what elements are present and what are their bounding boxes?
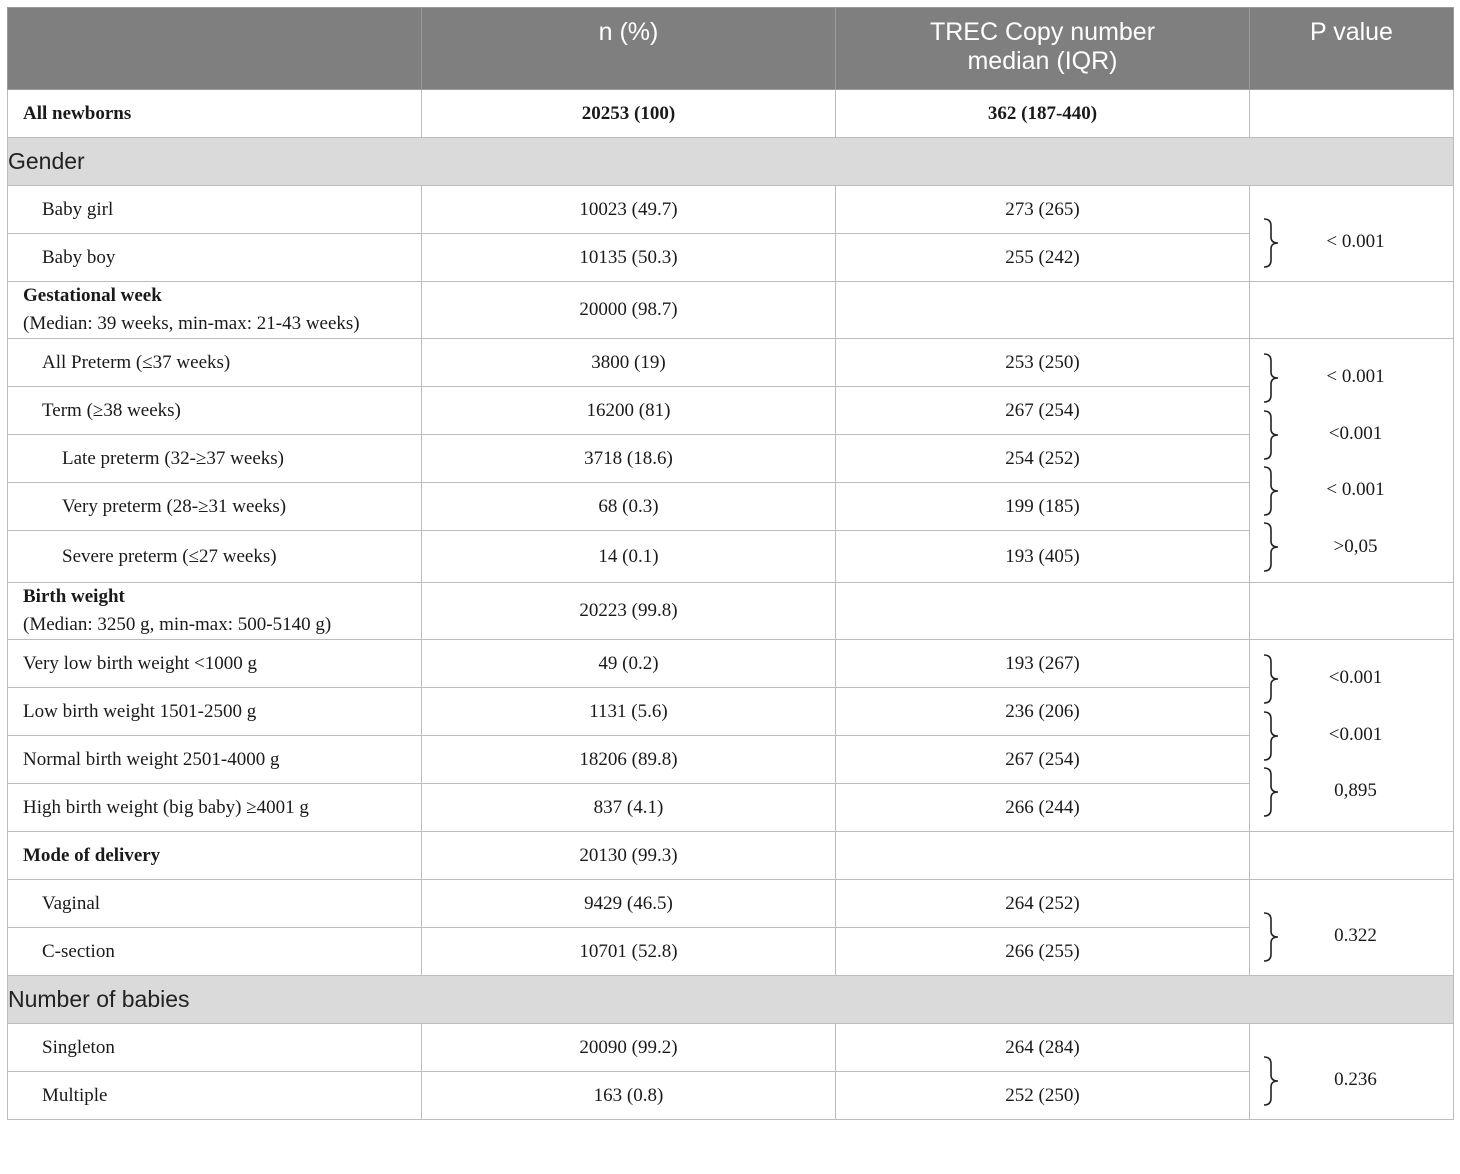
table-row xyxy=(8,90,1454,138)
row-trec: 255 (242) xyxy=(836,234,1250,282)
p-value: >0,05 xyxy=(1333,536,1378,557)
section-heading: Mode of delivery xyxy=(8,832,422,880)
row-n: 14 (0.1) xyxy=(422,531,836,583)
p-value: 0.236 xyxy=(1334,1069,1377,1090)
table-row xyxy=(8,186,1454,234)
table-row xyxy=(8,784,1454,832)
table-row-gestational-week xyxy=(8,282,1454,339)
row-label: Baby boy xyxy=(8,234,422,282)
row-p xyxy=(1250,832,1454,880)
p-value: < 0.001 xyxy=(1326,366,1385,387)
row-n: 9429 (46.5) xyxy=(422,880,836,928)
table-row xyxy=(8,1024,1454,1072)
row-n: 10023 (49.7) xyxy=(422,186,836,234)
p-value: < 0.001 xyxy=(1326,479,1385,500)
row-n: 18206 (89.8) xyxy=(422,736,836,784)
table-row xyxy=(8,736,1454,784)
row-trec: 264 (252) xyxy=(836,880,1250,928)
table-row xyxy=(8,688,1454,736)
row-label: All newborns xyxy=(8,90,422,138)
section-heading: Birth weight xyxy=(23,586,125,607)
table-row xyxy=(8,880,1454,928)
p-value-cell xyxy=(1250,186,1454,282)
p-value: <0.001 xyxy=(1328,423,1383,444)
row-n: 68 (0.3) xyxy=(422,483,836,531)
row-n: 163 (0.8) xyxy=(422,1072,836,1120)
section-row-number-of-babies xyxy=(8,976,1454,1024)
row-n: 3800 (19) xyxy=(422,339,836,387)
row-trec: 253 (250) xyxy=(836,339,1250,387)
row-p xyxy=(1250,90,1454,138)
row-n: 10701 (52.8) xyxy=(422,928,836,976)
row-n: 20130 (99.3) xyxy=(422,832,836,880)
row-trec: 264 (284) xyxy=(836,1024,1250,1072)
row-trec: 193 (405) xyxy=(836,531,1250,583)
row-trec: 266 (244) xyxy=(836,784,1250,832)
table-row-mode-of-delivery xyxy=(8,832,1454,880)
row-label: Normal birth weight 2501-4000 g xyxy=(8,736,422,784)
row-label: High birth weight (big baby) ≥4001 g xyxy=(8,784,422,832)
p-value: <0.001 xyxy=(1328,667,1383,688)
table-row xyxy=(8,387,1454,435)
row-n: 10135 (50.3) xyxy=(422,234,836,282)
row-label xyxy=(8,282,422,339)
row-trec: 267 (254) xyxy=(836,387,1250,435)
header-trec-copy-number: TREC Copy number median (IQR) xyxy=(836,8,1250,90)
table-row xyxy=(8,483,1454,531)
section-title: Gender xyxy=(8,138,1454,186)
row-label: Multiple xyxy=(8,1072,422,1120)
p-value: < 0.001 xyxy=(1326,231,1385,252)
table-row xyxy=(8,640,1454,688)
row-label: Vaginal xyxy=(8,880,422,928)
row-trec: 266 (255) xyxy=(836,928,1250,976)
row-trec: 199 (185) xyxy=(836,483,1250,531)
row-n: 20253 (100) xyxy=(422,90,836,138)
p-value-cell xyxy=(1250,640,1454,832)
row-trec: 252 (250) xyxy=(836,1072,1250,1120)
section-subtitle: (Median: 3250 g, min-max: 500-5140 g) xyxy=(23,614,332,635)
section-row-gender xyxy=(8,138,1454,186)
row-n: 49 (0.2) xyxy=(422,640,836,688)
row-p xyxy=(1250,583,1454,640)
row-n: 20090 (99.2) xyxy=(422,1024,836,1072)
row-n: 20000 (98.7) xyxy=(422,282,836,339)
section-heading: Gestational week xyxy=(23,285,162,306)
header-label xyxy=(8,8,422,90)
row-n: 837 (4.1) xyxy=(422,784,836,832)
row-trec: 362 (187-440) xyxy=(836,90,1250,138)
section-subtitle: (Median: 39 weeks, min-max: 21-43 weeks) xyxy=(23,313,360,334)
table-row xyxy=(8,531,1454,583)
trec-data-table xyxy=(7,7,1454,1120)
row-trec xyxy=(836,583,1250,640)
row-label: Very preterm (28-≥31 weeks) xyxy=(8,483,422,531)
row-trec: 267 (254) xyxy=(836,736,1250,784)
row-label xyxy=(8,583,422,640)
row-label: Low birth weight 1501-2500 g xyxy=(8,688,422,736)
row-trec: 236 (206) xyxy=(836,688,1250,736)
row-label: Late preterm (32-≥37 weeks) xyxy=(8,435,422,483)
row-p xyxy=(1250,282,1454,339)
row-trec: 193 (267) xyxy=(836,640,1250,688)
p-value-cell xyxy=(1250,880,1454,976)
table-row xyxy=(8,1072,1454,1120)
row-n: 3718 (18.6) xyxy=(422,435,836,483)
table-row xyxy=(8,435,1454,483)
header-n-percent: n (%) xyxy=(422,8,836,90)
row-label: Singleton xyxy=(8,1024,422,1072)
row-trec xyxy=(836,832,1250,880)
row-label: Severe preterm (≤27 weeks) xyxy=(8,531,422,583)
p-value-cell xyxy=(1250,339,1454,583)
p-value: 0.322 xyxy=(1334,925,1377,946)
row-label: All Preterm (≤37 weeks) xyxy=(8,339,422,387)
row-n: 20223 (99.8) xyxy=(422,583,836,640)
p-value-cell xyxy=(1250,1024,1454,1120)
row-label: Baby girl xyxy=(8,186,422,234)
table-row xyxy=(8,234,1454,282)
header-row xyxy=(8,8,1454,90)
section-title: Number of babies xyxy=(8,976,1454,1024)
row-trec: 254 (252) xyxy=(836,435,1250,483)
row-trec xyxy=(836,282,1250,339)
row-label: C-section xyxy=(8,928,422,976)
row-n: 1131 (5.6) xyxy=(422,688,836,736)
table-row-birth-weight xyxy=(8,583,1454,640)
p-value: <0.001 xyxy=(1328,724,1383,745)
table-row xyxy=(8,339,1454,387)
table-row xyxy=(8,928,1454,976)
row-n: 16200 (81) xyxy=(422,387,836,435)
row-label: Term (≥38 weeks) xyxy=(8,387,422,435)
p-value: 0,895 xyxy=(1334,780,1377,801)
header-p-value: P value xyxy=(1250,8,1454,90)
row-trec: 273 (265) xyxy=(836,186,1250,234)
row-label: Very low birth weight <1000 g xyxy=(8,640,422,688)
